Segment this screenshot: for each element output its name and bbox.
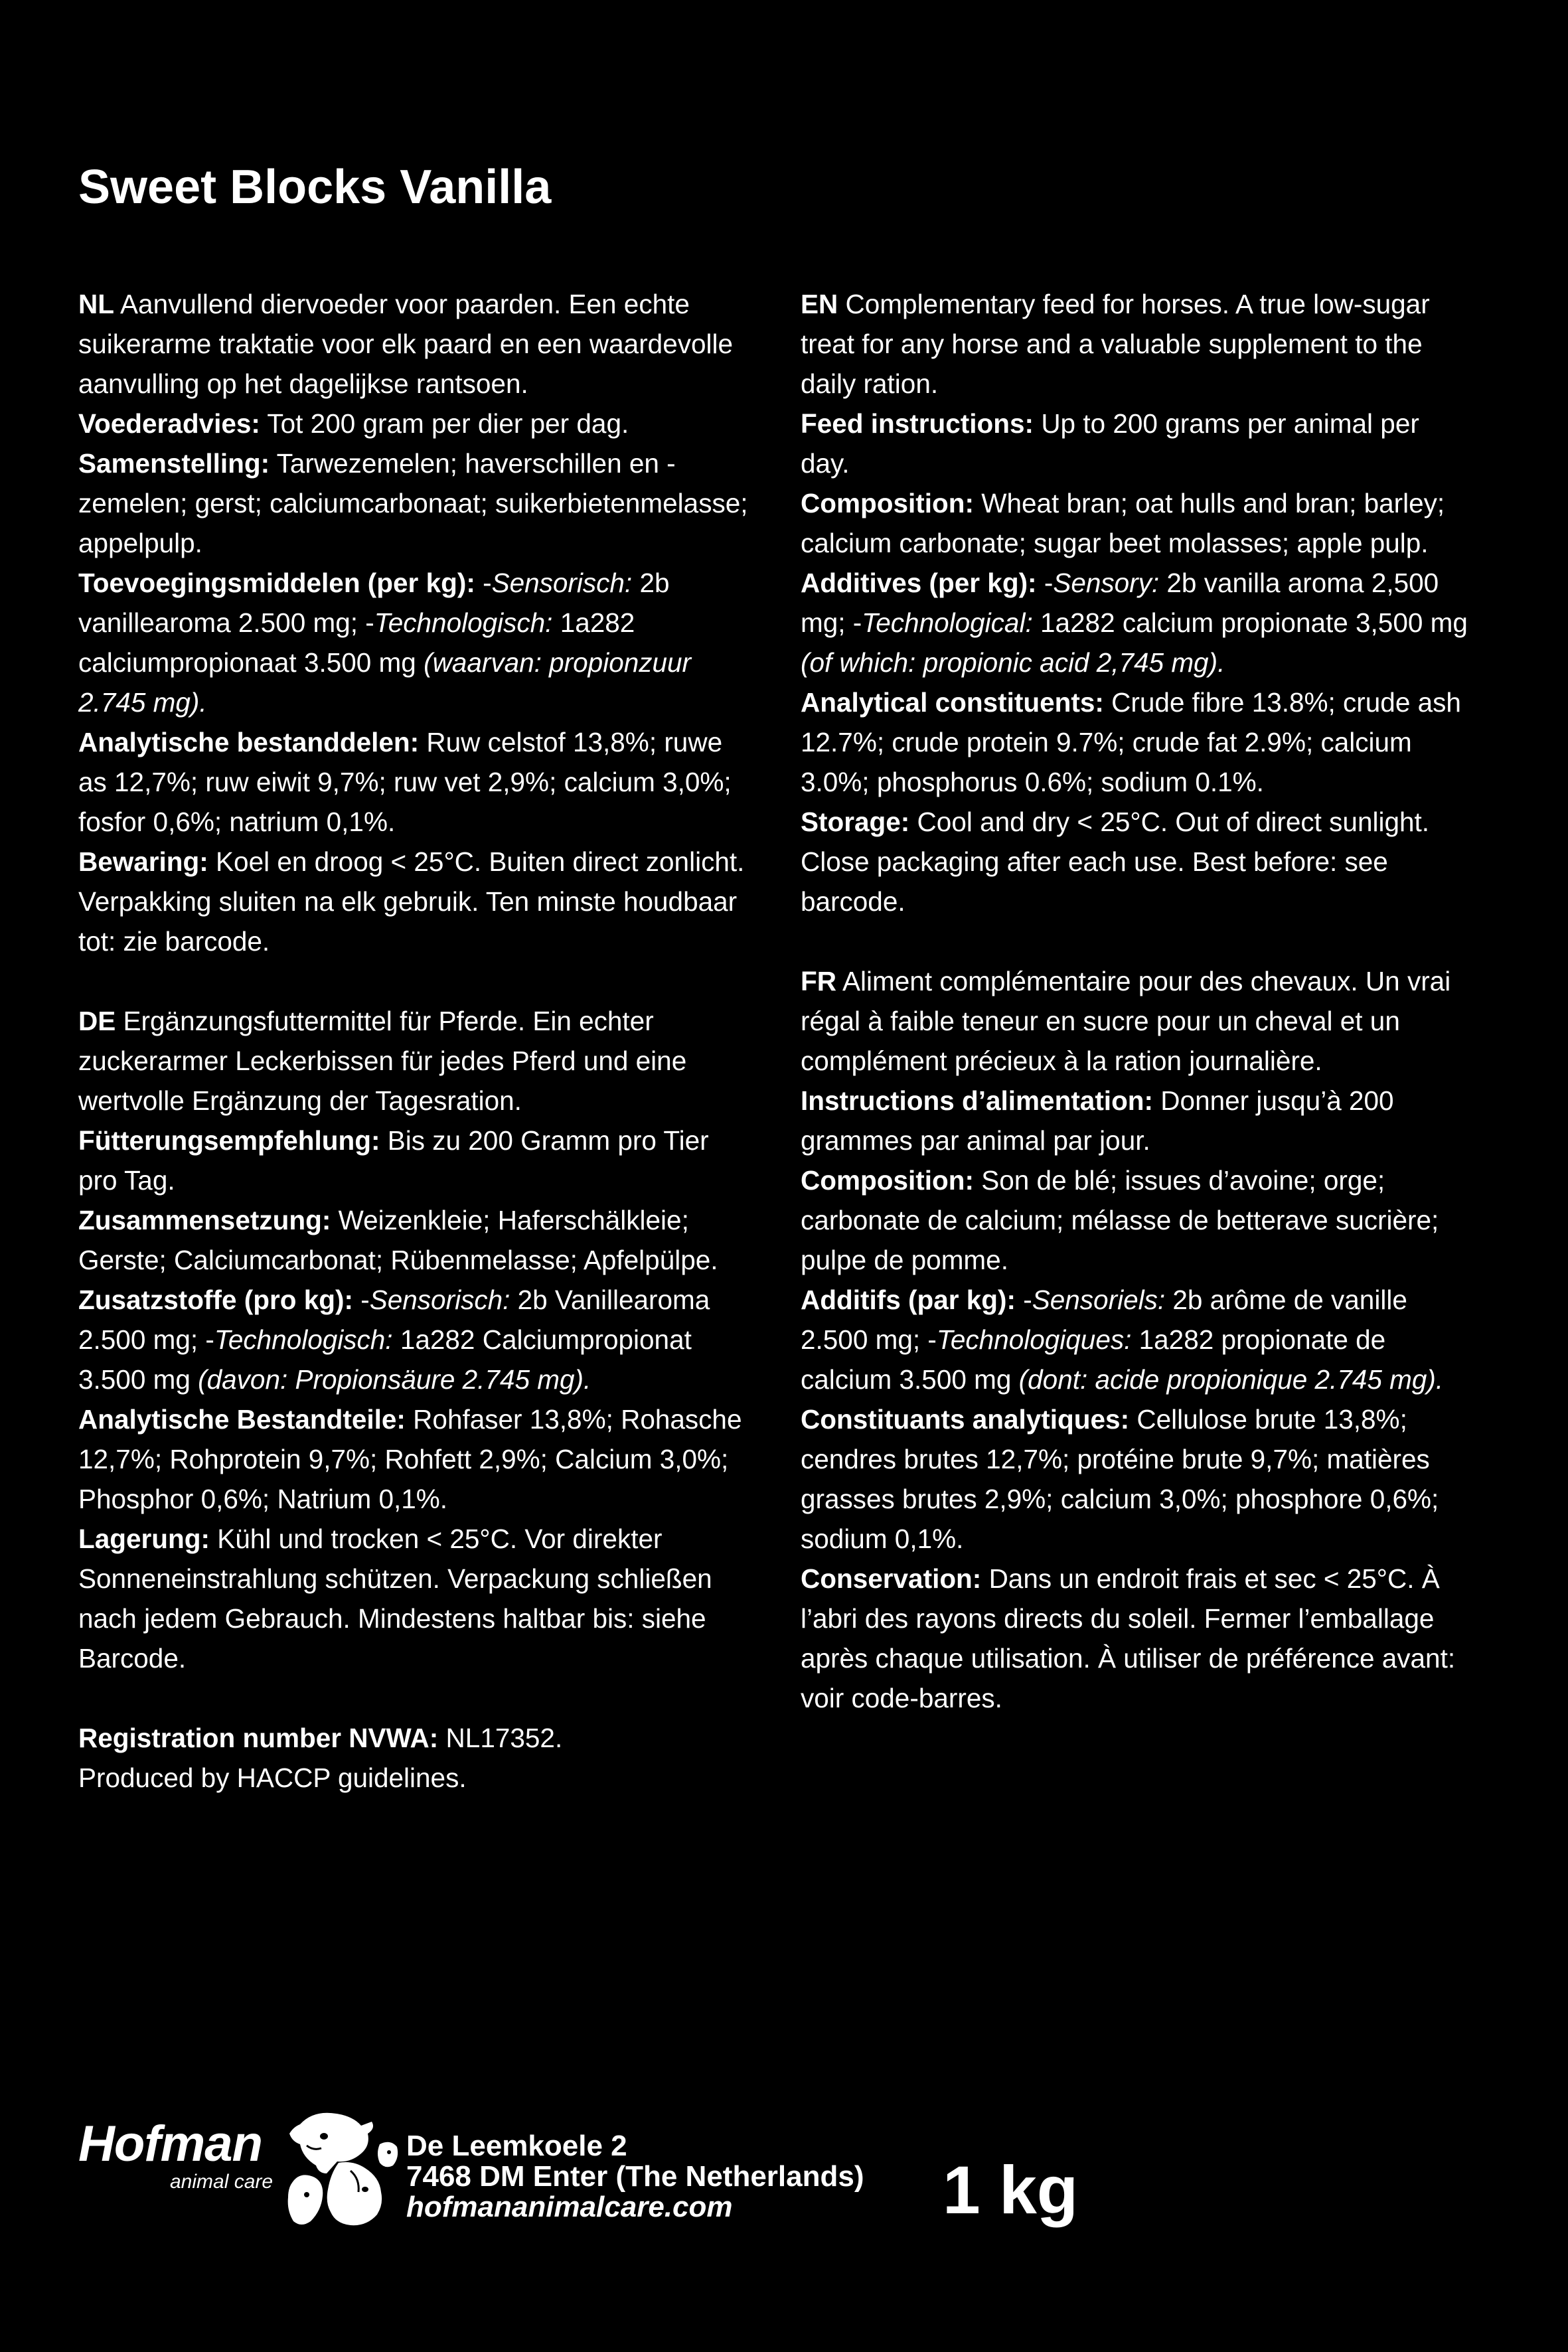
en-feed-text: Up to 200 grams per animal per day. <box>801 408 1419 479</box>
en-add-mid1: 2b vanilla aroma 2,500 mg; - <box>801 568 1439 638</box>
nl-composition <box>78 443 749 563</box>
en-comp-text: Wheat bran; oat hulls and bran; barley; calcium carbonate; sugar beet molasses; apple pulp. <box>801 488 1445 558</box>
de-add-sensory: Sensorisch: <box>369 1285 510 1315</box>
de-composition <box>78 1200 749 1280</box>
fr-add-dash: - <box>1023 1285 1032 1315</box>
address-city: 7468 DM Enter (The Netherlands) <box>406 2160 864 2193</box>
reg-number: NL17352. <box>445 1723 563 1753</box>
fr-analytical <box>801 1399 1471 1559</box>
de-comp-label: Zusammensetzung: <box>78 1205 331 1235</box>
nl-feed <box>78 404 749 443</box>
nl-stor-text: Koel en droog < 25°C. Buiten direct zonlicht. Verpakking sluiten na elk gebruik. Ten minste houdbaar tot: zie barcode. <box>78 846 745 957</box>
net-weight: 1 kg <box>943 2152 1079 2228</box>
right-column <box>801 284 1471 1758</box>
fr-feed <box>801 1081 1471 1160</box>
de-intro-text: Ergänzungsfuttermittel für Pferde. Ein echter zuckerarmer Leckerbissen für jedes Pferd und eine wertvolle Ergänzung der Tagesration. <box>78 1006 687 1116</box>
en-stor-text: Cool and dry < 25°C. Out of direct sunlight. Close packaging after each use. Best before: see barcode. <box>801 807 1430 917</box>
en-additives <box>801 563 1471 682</box>
fr-add-mid1: 2b arôme de vanille 2.500 mg; - <box>801 1285 1407 1355</box>
de-additives <box>78 1280 749 1399</box>
fr-feed-text: Donner jusqu’à 200 grammes par animal par jour. <box>801 1085 1394 1156</box>
nl-anal-label: Analytische bestanddelen: <box>78 727 420 757</box>
de-intro <box>78 1001 749 1121</box>
de-anal-text: Rohfaser 13,8%; Rohasche 12,7%; Rohprotein 9,7%; Rohfett 2,9%; Calcium 3,0%; Phosphor 0,6%; Natrium 0,1%. <box>78 1404 742 1514</box>
fr-composition <box>801 1160 1471 1280</box>
fr-add-tech: Technologiques: <box>936 1324 1132 1355</box>
fr-add-sensory: Sensoriels: <box>1032 1285 1166 1315</box>
de-anal-label: Analytische Bestandteile: <box>78 1404 406 1435</box>
nl-add-label: Toevoegingsmiddelen (per kg): <box>78 568 475 598</box>
de-add-dash: - <box>360 1285 370 1315</box>
nl-additives <box>78 563 749 722</box>
footer <box>0 2091 1568 2264</box>
de-storage <box>78 1519 749 1678</box>
fr-intro-text: Aliment complémentaire pour des chevaux. Un vrai régal à faible teneur en sucre pour un cheval et un complément précieux à la ration journalière. <box>801 966 1451 1076</box>
fr-feed-label: Instructions d’alimentation: <box>801 1085 1154 1116</box>
en-lang-code: EN <box>801 289 838 319</box>
nl-stor-label: Bewaring: <box>78 846 208 877</box>
registration-number <box>78 1718 749 1758</box>
section-en <box>801 284 1471 921</box>
company-address <box>406 2131 864 2223</box>
de-feed-label: Fütterungsempfehlung: <box>78 1125 380 1156</box>
de-add-paren: (davon: Propionsäure 2.745 mg). <box>198 1364 591 1395</box>
address-street: De Leemkoele 2 <box>406 2130 627 2162</box>
section-de <box>78 1001 749 1678</box>
en-add-sensory: Sensory: <box>1053 568 1160 598</box>
de-stor-text: Kühl und trocken < 25°C. Vor direkter Sonneneinstrahlung schützen. Verpackung schließen nach jedem Gebrauch. Mindestens haltbar bis: siehe Barcode. <box>78 1524 712 1674</box>
brand-subtitle: animal care <box>170 2171 274 2193</box>
nl-feed-label: Voederadvies: <box>78 408 260 439</box>
fr-add-paren: (dont: acide propionique 2.745 mg). <box>1018 1364 1444 1395</box>
nl-analytical <box>78 722 749 842</box>
brand-logo <box>78 2116 274 2193</box>
en-composition <box>801 483 1471 563</box>
fr-stor-label: Conservation: <box>801 1563 982 1594</box>
en-add-paren: (of which: propionic acid 2,745 mg). <box>801 647 1225 678</box>
de-stor-label: Lagerung: <box>78 1524 210 1554</box>
en-add-dash: - <box>1044 568 1054 598</box>
en-analytical <box>801 682 1471 802</box>
en-add-tech: Technological: <box>862 607 1033 638</box>
en-stor-label: Storage: <box>801 807 910 837</box>
de-add-mid2: 1a282 Calciumpropionat 3.500 mg <box>78 1324 692 1395</box>
de-feed <box>78 1121 749 1200</box>
de-add-label: Zusatzstoffe (pro kg): <box>78 1285 353 1315</box>
product-title: Sweet Blocks Vanilla <box>78 161 552 214</box>
fr-comp-label: Composition: <box>801 1165 974 1196</box>
nl-add-dash: - <box>483 568 492 598</box>
website-link[interactable]: hofmananimalcare.com <box>406 2191 733 2223</box>
de-feed-text: Bis zu 200 Gramm pro Tier pro Tag. <box>78 1125 709 1196</box>
fr-comp-text: Son de blé; issues d’avoine; orge; carbonate de calcium; mélasse de betterave sucrière; pulpe de pomme. <box>801 1165 1439 1275</box>
en-add-label: Additives (per kg): <box>801 568 1037 598</box>
nl-comp-label: Samenstelling: <box>78 448 270 479</box>
en-comp-label: Composition: <box>801 488 974 518</box>
nl-anal-text: Ruw celstof 13,8%; ruwe as 12,7%; ruw eiwit 9,7%; ruw vet 2,9%; calcium 3,0%; fosfor 0,6%; natrium 0,1%. <box>78 727 732 837</box>
section-nl <box>78 284 749 961</box>
nl-intro <box>78 284 749 404</box>
brand-name: Hofman <box>78 2116 262 2172</box>
nl-add-paren: (waarvan: propionzuur 2.745 mg). <box>78 647 692 718</box>
fr-additives <box>801 1280 1471 1399</box>
en-add-mid2: 1a282 calcium propionate 3,500 mg <box>1040 607 1468 638</box>
en-intro-text: Complementary feed for horses. A true low-sugar treat for any horse and a valuable supplement to the daily ration. <box>801 289 1430 399</box>
en-intro <box>801 284 1471 404</box>
de-lang-code: DE <box>78 1006 116 1036</box>
nl-lang-code: NL <box>78 289 114 319</box>
en-anal-text: Crude fibre 13.8%; crude ash 12.7%; crude protein 9.7%; crude fat 2.9%; calcium 3.0%; phosphorus 0.6%; sodium 0.1%. <box>801 687 1461 797</box>
section-fr <box>801 961 1471 1718</box>
de-add-tech: Technologisch: <box>214 1324 393 1355</box>
nl-comp-text: Tarwezemelen; haverschillen en -zemelen; gerst; calciumcarbonaat; suikerbietenmelasse; appelpulp. <box>78 448 748 558</box>
de-analytical <box>78 1399 749 1519</box>
fr-anal-text: Cellulose brute 13,8%; cendres brutes 12,7%; protéine brute 9,7%; matières grasses brutes 2,9%; calcium 3,0%; phosphore 0,6%; sodium 0,1%. <box>801 1404 1439 1554</box>
nl-intro-text: Aanvullend diervoeder voor paarden. Een echte suikerarme traktatie voor elk paard en een waardevolle aanvulling op het dagelijkse rantsoen. <box>78 289 734 399</box>
fr-add-label: Additifs (par kg): <box>801 1285 1016 1315</box>
en-feed <box>801 404 1471 483</box>
fr-anal-label: Constituants analytiques: <box>801 1404 1130 1435</box>
en-anal-label: Analytical constituents: <box>801 687 1104 718</box>
de-add-mid1: 2b Vanillearoma 2.500 mg; - <box>78 1285 710 1355</box>
section-registration <box>78 1718 749 1798</box>
fr-add-mid2: 1a282 propionate de calcium 3.500 mg <box>801 1324 1386 1395</box>
reg-label: Registration number NVWA: <box>78 1723 439 1753</box>
nl-add-tech: Technologisch: <box>374 607 553 638</box>
en-feed-label: Feed instructions: <box>801 408 1034 439</box>
fr-lang-code: FR <box>801 966 836 996</box>
en-storage <box>801 802 1471 921</box>
fr-intro <box>801 961 1471 1081</box>
left-column <box>78 284 749 1838</box>
nl-add-mid1: 2b vanillearoma 2.500 mg; - <box>78 568 670 638</box>
de-comp-text: Weizenkleie; Haferschälkleie; Gerste; Calciumcarbonat; Rübenmelasse; Apfelpülpe. <box>78 1205 718 1275</box>
animals-icon <box>287 2104 400 2231</box>
nl-feed-text: Tot 200 gram per dier per dag. <box>267 408 629 439</box>
nl-add-mid2: 1a282 calciumpropionaat 3.500 mg <box>78 607 635 678</box>
fr-storage <box>801 1559 1471 1718</box>
fr-stor-text: Dans un endroit frais et sec < 25°C. À l’abri des rayons directs du soleil. Fermer l’emballage après chaque utilisation. À utiliser de préférence avant: voir code-barres. <box>801 1563 1456 1713</box>
nl-add-sensory: Sensorisch: <box>491 568 633 598</box>
nl-storage <box>78 842 749 961</box>
haccp-note: Produced by HACCP guidelines. <box>78 1763 467 1793</box>
